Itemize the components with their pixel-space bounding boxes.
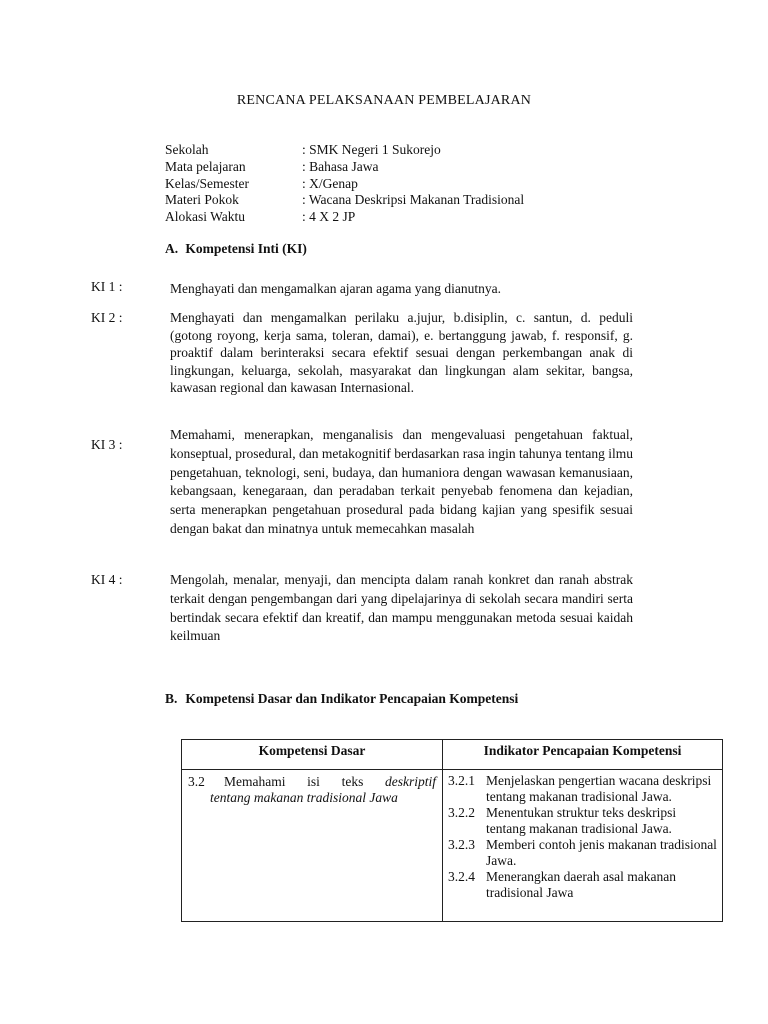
indicator-text: Menerangkan daerah asal makanan tradisional Jawa [486,869,677,900]
ki-label: KI 1 : [91,279,123,294]
indicator-text: Menjelaskan pengertian wacana deskripsi tentang makanan tradisional Jawa. [486,773,712,804]
ki-label: KI 4 : [91,572,123,587]
indicator-number: 3.2.2 [448,805,475,820]
section-title: Kompetensi Dasar dan Indikator Pencapaian Kompetensi [185,691,519,706]
kd-line [188,790,436,806]
ki-text: Mengolah, menalar, menyaji, dan mencipta dalam ranah konkret dan ranah abstrak terkait dengan pengembangan dari yang dipelajarinya di sekolah secara mandiri serta bertindak secara efektif dan kreatif, dan mampu menggunakan metoda sesuai kaidah keilmuan [170,572,633,644]
identity-label: Mata pelajaran [165,159,246,174]
section-b-heading [165,691,518,707]
identity-label: Alokasi Waktu [165,209,246,224]
identity-value: : X/Genap [302,176,358,191]
ki-text: Menghayati dan mengamalkan ajaran agama yang dianutnya. [170,281,501,296]
indicator-cell [443,770,723,922]
section-number: B. [165,691,178,706]
kd-text: Memahami isi teks [224,774,364,789]
indicator-text: Memberi contoh jenis makanan tradisional Jawa. [486,837,717,868]
indicator-number: 3.2.1 [448,773,475,788]
table-header: Kompetensi Dasar [182,740,443,770]
kd-text-italic: deskriptif [385,774,436,789]
indicator-number: 3.2.3 [448,837,475,852]
list-item [443,773,722,804]
kd-text-line [188,774,436,790]
table-header-row [182,740,723,770]
identity-label: Materi Pokok [165,192,239,207]
list-item [443,805,722,836]
kd-number: 3.2 [188,774,205,789]
table-row [182,770,723,922]
list-item [443,869,722,900]
section-number: A. [165,241,179,256]
kd-line [188,774,436,790]
section-a-heading [165,241,307,257]
ki-label: KI 2 : [91,310,123,325]
document-title: RENCANA PELAKSANAAN PEMBELAJARAN [236,93,532,108]
identity-label: Kelas/Semester [165,176,249,191]
identity-label: Sekolah [165,142,209,157]
list-item [443,837,722,868]
kd-text-italic: tentang makanan tradisional Jawa [210,790,398,805]
competency-table [181,739,723,922]
identity-value: : 4 X 2 JP [302,209,356,224]
table-header: Indikator Pencapaian Kompetensi [443,740,723,770]
indicator-text: Menentukan struktur teks deskripsi tentang makanan tradisional Jawa. [486,805,677,836]
identity-value: : Bahasa Jawa [302,159,379,174]
section-title: Kompetensi Inti (KI) [185,241,307,256]
identity-value: : Wacana Deskripsi Makanan Tradisional [302,192,525,207]
identity-value: : SMK Negeri 1 Sukorejo [302,142,441,157]
ki-text: Memahami, menerapkan, menganalisis dan mengevaluasi pengetahuan faktual, konseptual, prosedural, dan metakognitif berdasarkan rasa ingin tahunya tentang ilmu pengetahuan, teknologi, seni, budaya, dan humaniora dengan wawasan kemanusiaan, kebangsaan, kenegaraan, dan peradaban terkait penyebab fenomena dan kejadian, serta menerapkan pengetahuan prosedural pada bidang kajian yang spesifik sesuai dengan bakat dan minatnya untuk memecahkan masalah [170,427,633,536]
indicator-number: 3.2.4 [448,869,475,884]
ki-text: Menghayati dan mengamalkan perilaku a.jujur, b.disiplin, c. santun, d. peduli (gotong royong, kerja sama, toleran, damai), e. bertanggung jawab, f. responsif, g. proaktif dalam berinteraksi secara efektif sesuai dengan perkembangan anak di lingkungan, keluarga, sekolah, masyarakat dan lingkungan alam sekitar, bangsa, kawasan regional dan kawasan Internasional. [170,310,633,396]
ki-label: KI 3 : [91,437,123,452]
kd-cell [182,770,443,922]
